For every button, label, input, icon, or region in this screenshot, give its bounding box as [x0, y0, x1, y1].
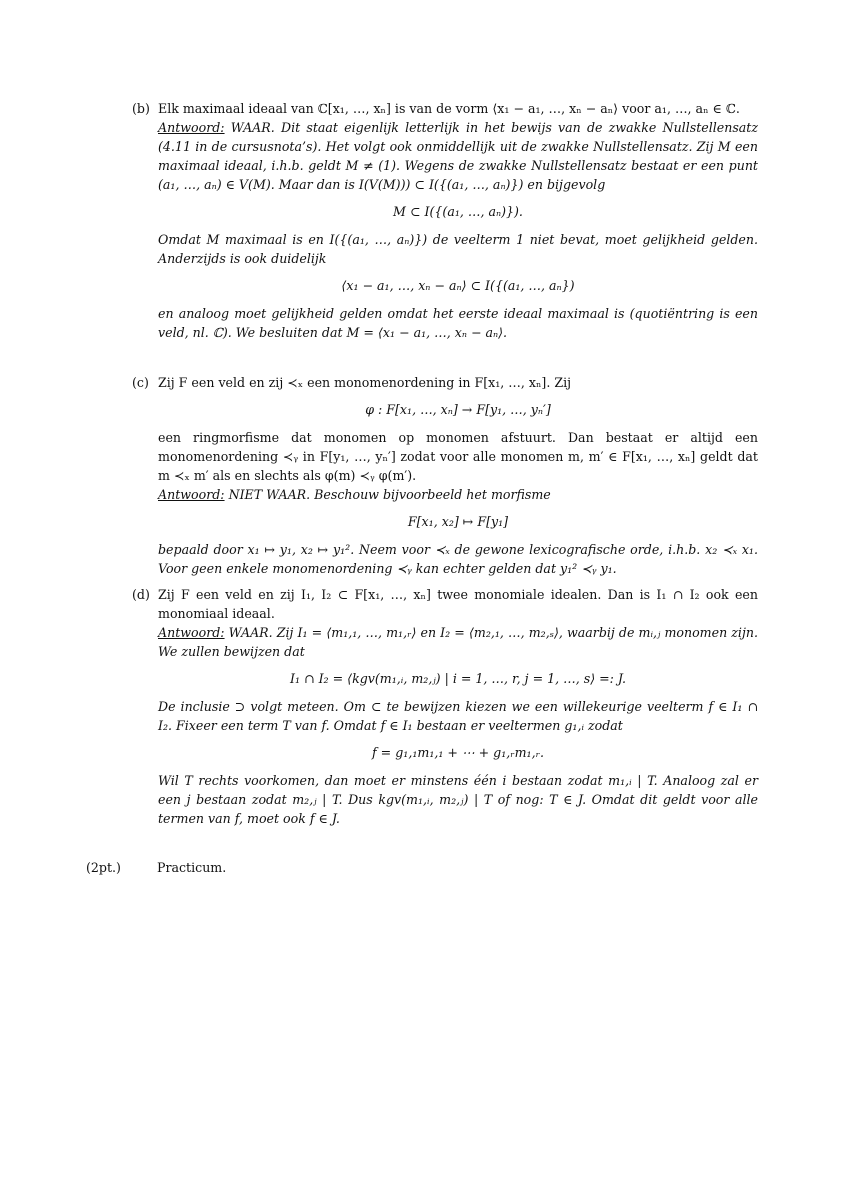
item-statement: Zij F een veld en zij ≺ₓ een monomenordening in F[x₁, …, xₙ]. Zij — [158, 375, 572, 390]
answer-text: WAAR. Zij I₁ = ⟨m₁,₁, …, m₁,ᵣ⟩ en I₂ = ⟨m₂,₁, …, m₂,ₛ⟩, waarbij de mᵢ,ⱼ monomen zijn. We zullen bewijzen dat — [158, 625, 758, 659]
practicum-title: Practicum. — [157, 860, 227, 875]
item-statement-continuation: een ringmorfisme dat monomen op monomen afstuurt. Dan bestaat er altijd een monomenordening ≺ᵧ in F[y₁, …, yₙ′] zodat voor alle monomen m, m′ ∈ F[x₁, …, xₙ] geldt dat m ≺ₓ m′ als en slechts als φ(m) ≺ᵧ φ(m′). — [158, 430, 758, 483]
item-statement: Zij F een veld en zij I₁, I₂ ⊂ F[x₁, …, xₙ] twee monomiale idealen. Dan is I₁ ∩ I₂ ook een monomiaal ideaal. — [158, 587, 758, 621]
answer-label: Antwoord: — [158, 625, 225, 640]
points-label: (2pt.) — [86, 860, 121, 875]
answer-label: Antwoord: — [158, 487, 225, 502]
item-c — [132, 373, 758, 578]
item-label: (b) — [132, 101, 150, 116]
answer-continuation: Omdat M maximaal is en I({(a₁, …, aₙ)}) de veelterm 1 niet bevat, moet gelijkheid gelden. Anderzijds is ook duidelijk — [158, 232, 758, 266]
answer-continuation: Wil T rechts voorkomen, dan moet er minstens één i bestaan zodat m₁,ᵢ | T. Analoog zal er een j bestaan zodat m₂,ⱼ | T. Dus kgv(m₁,ᵢ, m₂,ⱼ) | T of nog: T ∈ J. Omdat dit geldt voor alle termen van f, moet ook f ∈ J. — [158, 773, 758, 826]
answer-paragraph — [158, 623, 758, 661]
answer-text: NIET WAAR. Beschouw bijvoorbeeld het morfisme — [228, 487, 551, 502]
item-label: (c) — [132, 375, 149, 390]
display-formula: φ : F[x₁, …, xₙ] → F[y₁, …, yₙ′] — [365, 402, 551, 417]
display-formula: M ⊂ I({(a₁, …, aₙ)}). — [393, 204, 523, 219]
answer-text: WAAR. Dit staat eigenlijk letterlijk in het bewijs van de zwakke Nullstellensatz (4.11 in de cursusnota’s). Het volgt ook onmiddellijk uit de zwakke Nullstellensatz. Zij M een maximaal ideaal, i.h.b. geldt M ≠ (1). Wegens de zwakke Nullstellensatz bestaat er een punt (a₁, …, aₙ) ∈ V(M). Maar dan is I(V(M))) ⊂ I({(a₁, …, aₙ)}) en bijgevolg — [158, 120, 758, 192]
answer-label: Antwoord: — [158, 120, 225, 135]
item-d — [132, 585, 758, 828]
display-formula: ⟨x₁ − a₁, …, xₙ − aₙ⟩ ⊂ I({(a₁, …, aₙ}) — [341, 278, 575, 293]
item-statement: Elk maximaal ideaal van ℂ[x₁, …, xₙ] is van de vorm ⟨x₁ − a₁, …, xₙ − aₙ⟩ voor a₁, …, aₙ ∈ ℂ. — [158, 101, 740, 116]
display-formula: I₁ ∩ I₂ = ⟨kgv(m₁,ᵢ, m₂,ⱼ) | i = 1, …, r, j = 1, …, s⟩ =: J. — [290, 671, 626, 686]
display-formula: F[x₁, x₂] ↦ F[y₁] — [407, 514, 509, 529]
answer-paragraph — [158, 118, 758, 194]
answer-paragraph — [158, 485, 758, 504]
answer-continuation: bepaald door x₁ ↦ y₁, x₂ ↦ y₁². Neem voor ≺ₓ de gewone lexicografische orde, i.h.b. x₂ ≺ₓ x₁. Voor geen enkele monomenordening ≺ᵧ kan echter gelden dat y₁² ≺ᵧ y₁. — [158, 542, 758, 576]
item-label: (d) — [132, 587, 150, 602]
answer-continuation: De inclusie ⊃ volgt meteen. Om ⊂ te bewijzen kiezen we een willekeurige veelterm f ∈ I₁ ∩ I₂. Fixeer een term T van f. Omdat f ∈ I₁ bestaan er veeltermen g₁,ᵢ zodat — [158, 699, 758, 733]
answer-continuation: en analoog moet gelijkheid gelden omdat het eerste ideaal maximaal is (quotiëntring is een veld, nl. ℂ). We besluiten dat M = ⟨x₁ − a₁, …, xₙ − aₙ⟩. — [158, 306, 758, 340]
display-formula: f = g₁,₁m₁,₁ + ⋯ + g₁,ᵣm₁,ᵣ. — [372, 745, 544, 760]
item-b — [132, 99, 758, 342]
